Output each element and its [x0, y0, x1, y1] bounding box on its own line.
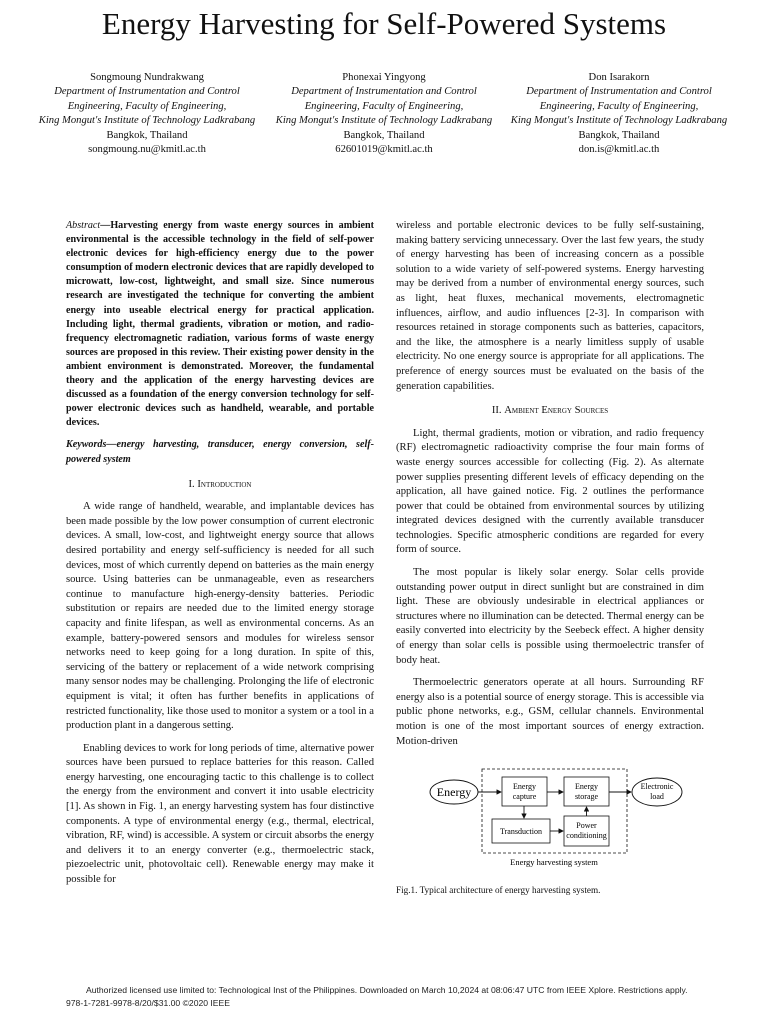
storage-label-1: Energy — [575, 782, 598, 792]
keywords: Keywords—energy harvesting, transducer, energy conversion, self-powered system — [66, 439, 374, 465]
author-email: songmoung.nu@kmitl.ac.th — [88, 144, 206, 156]
intro-paragraph-2: Enabling devices to work for long periods of time, alternative power sources have been pursued to replace batteries for this reason. Called energy harvesting, one encouraging tactic to this challenge is to collect the energy from the environment and convert it into usable electricity [1]. As shown in Fig. 1, an energy harvesting system has four distinctive components. A type of environmental energy (e.g., thermal, electrical, vibration, RF, wind) is accessible. A system or circuit absorbs the energy and delivers it to an energy converter (e.g., thermoelectric stack, piezoelectric unit, photovoltaic cell). Renewable energy may make it possible for — [66, 742, 374, 886]
section-title: Introduction — [197, 478, 252, 490]
paper-title: Energy Harvesting for Self-Powered Systems — [101, 6, 667, 41]
author-name: Phonexai Yingyong — [342, 72, 426, 83]
author-block-1 — [28, 71, 266, 157]
intro-paragraph-1: A wide range of handheld, wearable, and implantable devices has been made possible by the low power consumption of current electronic devices. A small, low-cost, and lightweight energy source that allows desired portability and energy self-sufficiency is needed for all such devices, most of which currently depend on batteries as the main energy source. Using batteries can be unmanageable, even as researchers continue to manufacture high-energy-density batteries. Periodic substitution or repairs are needed due to the limited energy storage capacity and finite lifespan, as well as environmental concerns. As an example, battery-powered sensors and modules for wireless sensor networks need to keep going for a long duration. In spite of this, servicing of the battery or replacement of a wide network comprising many sensor nodes may be challenging. Prolonging the life of electronic equipment is vital; it often has further benefits in applications of restricted functionality, like those used to monitor a system or a tool in a production plant in a dangerous setting. — [66, 501, 374, 732]
section-title: Ambient Energy Sources — [504, 405, 609, 417]
capture-label-2: capture — [512, 792, 537, 802]
license-notice: Authorized licensed use limited to: Technological Inst of the Philippines. Downloaded on March 10,2024 at 08:06:47 UTC from IEEE Xplore. Restrictions apply. — [86, 985, 688, 995]
author-department: Department of Instrumentation and Control Engineering, Faculty of Engineering, — [54, 86, 240, 112]
author-name: Songmoung Nundrakwang — [90, 72, 204, 83]
abstract-text: —Harvesting energy from waste energy sources in ambient environmental is the accessible technology in the field of self-power electronic devices for high-efficiency energy due to the power consumption of modern electronic devices that are rapidly developed to microwatt, low-cost, lightweight, and small size. Since numerous research are investigated the technique for converting the ambient energy into useable electrical energy for practical application. Including light, thermal gradients, vibration or motion, and radio-frequency electromagnetic radiation, various forms of waste energy sources are proposed in this review. Their existing power density in the ambient environment is demonstrated. Moreover, the fundamental theory and the application of the energy harvesting devices are discussed as a foundation of the energy conversion technology for self-power electronic devices such as handheld, wearable, and portable devices. — [66, 220, 374, 429]
transduction-label: Transduction — [500, 827, 542, 837]
author-city: Bangkok, Thailand — [106, 129, 188, 141]
abstract-lead: Abstract — [66, 220, 101, 231]
footer — [66, 984, 706, 1010]
copyright-line: 978-1-7281-9978-8/20/$31.00 ©2020 IEEE — [66, 998, 231, 1008]
power-label-1: Power — [576, 821, 597, 831]
section-number: I. — [188, 478, 195, 490]
right-column — [396, 219, 704, 896]
section-heading-introduction — [66, 478, 374, 493]
section-heading-ambient — [396, 404, 704, 419]
figure-caption: Fig.1. Typical architecture of energy harvesting system. — [396, 885, 601, 896]
author-institution: King Mongut's Institute of Technology Ladkrabang — [275, 115, 493, 127]
storage-label-2: storage — [574, 792, 599, 802]
author-block-3 — [500, 71, 738, 157]
section-number: II. — [491, 405, 502, 417]
power-label-2: conditioning — [566, 831, 607, 841]
author-email: don.is@kmitl.ac.th — [578, 144, 660, 156]
continued-paragraph: wireless and portable electronic devices to be fully self-sustaining, making battery servicing unnecessary. Over the last few years, the study of energy harvesting has been of increasing concern as a possible solution to a wide variety of self-powered systems. Energy harvesting may be derived from a number of environmental energy sources, such as light, heat fluxes, mechanical movements, electromagnetic influences, airflow, and audio influences [2-3]. In comparison with resources retained in storage components such as batteries, capacitors, and the like, the atmosphere is a nearly limitless supply of usable electricity. No one energy source is appropriate for all applications. The preference of energy sources must be evaluated on the basis of the generation capabilities. — [396, 220, 704, 392]
system-boundary — [482, 769, 627, 853]
ambient-paragraph-3: Thermoelectric generators operate at all hours. Surrounding RF energy also is a potential source of energy storage. This is accessible via public phone networks, e.g., GSM, cellular channels. Environmental motion is one of the most important sources of energy extraction. Motion-driven — [396, 677, 704, 747]
ambient-paragraph-1: Light, thermal gradients, motion or vibration, and radio frequency (RF) electromagnetic radioactivity comprise the four main forms of waste energy sources accessible for collecting (Fig. 2). As alternate power supplies presenting different levels of efficacy depending on the application, all have gained notice. Fig. 2 outlines the performance power that could be obtained from environmental sources by utilizing integrated devices designed with the currently available transducer technologies. Specific atmospheric conditions are regarded for every form of source. — [396, 427, 704, 556]
author-department: Department of Instrumentation and Control Engineering, Faculty of Engineering, — [526, 86, 712, 112]
system-label: Energy harvesting system — [510, 857, 598, 868]
author-block-2 — [265, 71, 503, 157]
abstract — [66, 219, 374, 430]
author-institution: King Mongut's Institute of Technology Ladkrabang — [510, 115, 728, 127]
author-city: Bangkok, Thailand — [578, 129, 660, 141]
author-email: 62601019@kmitl.ac.th — [335, 144, 433, 156]
energy-label: Energy — [436, 785, 472, 800]
author-city: Bangkok, Thailand — [343, 129, 425, 141]
author-department: Department of Instrumentation and Control Engineering, Faculty of Engineering, — [291, 86, 477, 112]
capture-label-1: Energy — [513, 782, 536, 792]
left-column — [66, 219, 374, 888]
author-name: Don Isarakorn — [588, 72, 650, 83]
load-label-1: Electronic — [640, 782, 674, 792]
ambient-paragraph-2: The most popular is likely solar energy. Solar cells provide outstanding power output in direct sunlight but are constrained in dim light. These are obviously undesirable in electrical appliances or structures where no illumination can be detected. Thermal energy can be easily converted into electricity by the Seebeck effect. A higher density of energy than solar cells is possible using thermoelectric transfer of body heat. — [396, 567, 704, 666]
figure-1-diagram — [396, 765, 704, 881]
author-institution: King Mongut's Institute of Technology Ladkrabang — [38, 115, 256, 127]
load-label-2: load — [650, 792, 664, 802]
